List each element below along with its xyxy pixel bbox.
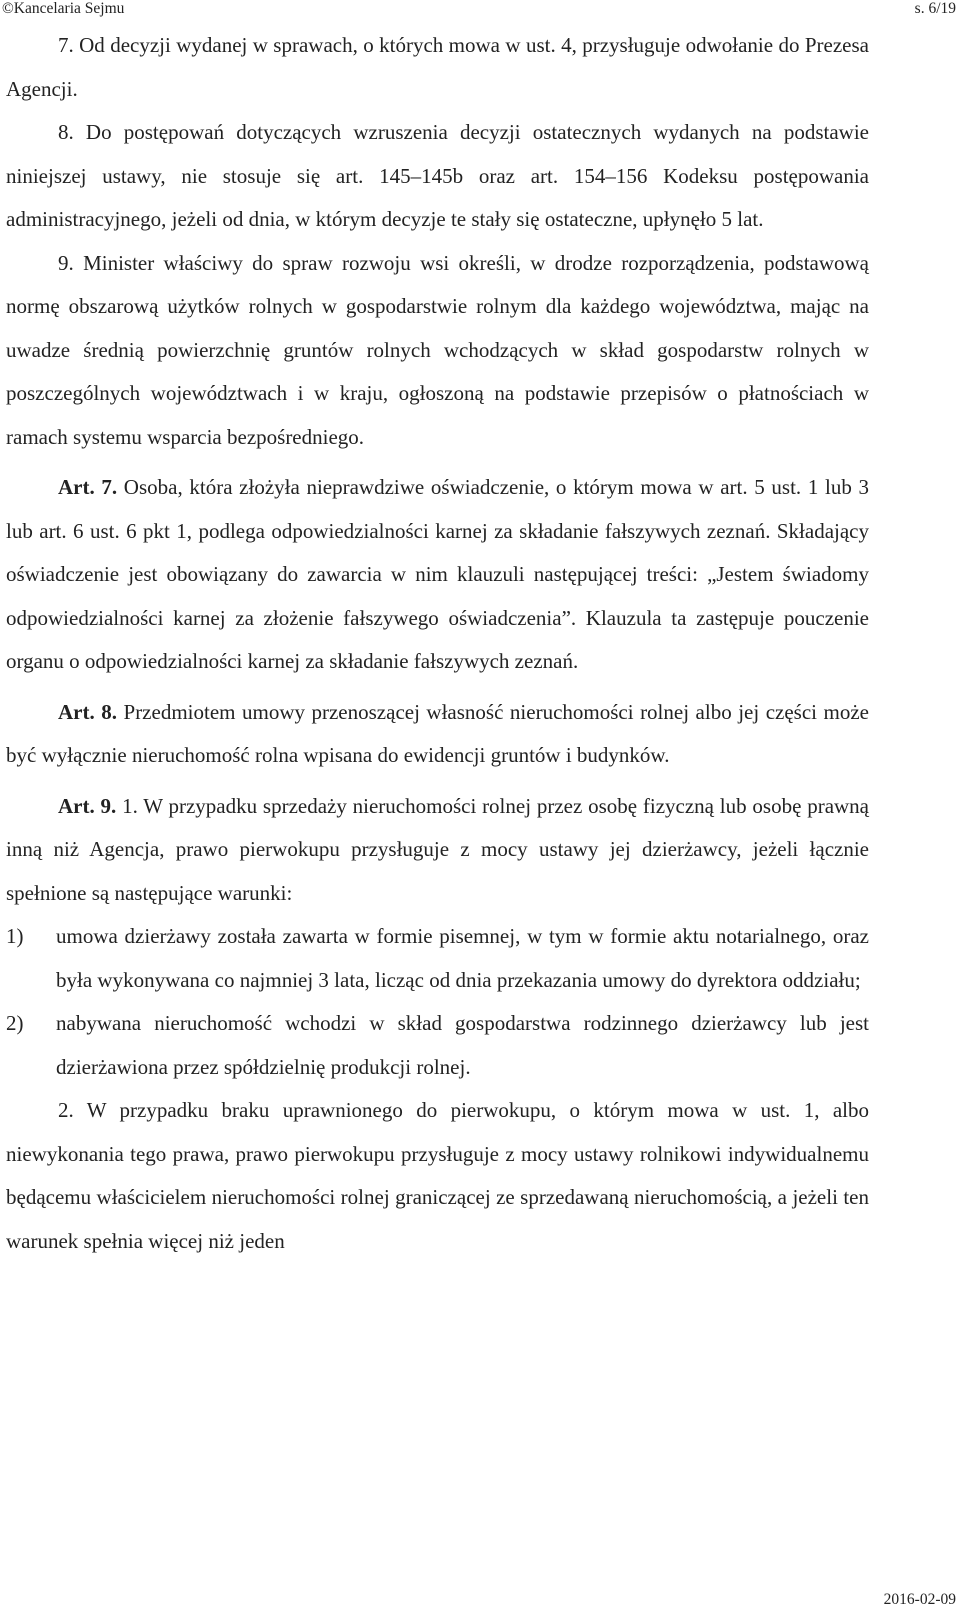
article-9-text: 1. W przypadku sprzedaży nieruchomości rolnej przez osobę fizyczną lub osobę prawną inną niż Agencja, prawo pierwokupu przysługuje z mocy ustawy jej dzierżawcy, jeżeli łącznie spełnione są następujące warunki: <box>6 793 869 905</box>
list-item-text: nabywana nieruchomość wchodzi w skład gospodarstwa rodzinnego dzierżawcy lub jest dzierżawiona przez spółdzielnię produkcji rolnej. <box>56 1011 869 1079</box>
article-7-label: Art. 7. <box>58 475 118 499</box>
copyright-notice: ©Kancelaria Sejmu <box>2 0 125 17</box>
article-9-ust-2: 2. W przypadku braku uprawnionego do pierwokupu, o którym mowa w ust. 1, albo niewykonania tego prawa, prawo pierwokupu przysługuje z mocy ustawy rolnikowi indywidualnemu będącemu właścicielem nieruchomości rolnej graniczącej ze sprzedawaną nieruchomością, a jeżeli ten warunek spełnia więcej niż jeden <box>6 1098 869 1253</box>
paragraph-ust-7: 7. Od decyzji wydanej w sprawach, o których mowa w ust. 4, przysługuje odwołanie do Prezesa Agencji. <box>6 33 869 101</box>
document-body <box>6 24 869 1263</box>
article-9 <box>6 785 869 916</box>
list-item <box>6 915 869 1002</box>
list-item-text: umowa dzierżawy została zawarta w formie pisemnej, w tym w formie aktu notarialnego, oraz była wykonywana co najmniej 3 lata, licząc od dnia przekazania umowy do dyrektora oddziału; <box>56 924 869 992</box>
list-item-number: 2) <box>6 1011 24 1035</box>
article-8-text: Przedmiotem umowy przenoszącej własność nieruchomości rolnej albo jej części może być wyłącznie nieruchomość rolna wpisana do ewidencji gruntów i budynków. <box>6 699 869 767</box>
page-header <box>0 0 960 22</box>
article-7 <box>6 466 869 684</box>
list-item <box>6 1002 869 1089</box>
page-number: s. 6/19 <box>914 0 956 17</box>
article-9-label: Art. 9. <box>58 793 117 818</box>
article-8 <box>6 691 869 778</box>
article-8-label: Art. 8. <box>58 699 117 724</box>
paragraph-ust-8: 8. Do postępowań dotyczących wzruszenia decyzji ostatecznych wydanych na podstawie niniejszej ustawy, nie stosuje się art. 145–145b oraz art. 154–156 Kodeksu postępowania administracyjnego, jeżeli od dnia, w którym decyzje te stały się ostateczne, upłynęło 5 lat. <box>6 120 869 231</box>
page-footer-date: 2016-02-09 <box>883 1591 956 1608</box>
article-7-text: Osoba, która złożyła nieprawdziwe oświadczenie, o którym mowa w art. 5 ust. 1 lub 3 lub art. 6 ust. 6 pkt 1, podlega odpowiedzialności karnej za składanie fałszywych zeznań. Składający oświadczenie jest obowiązany do zawarcia w nim klauzuli następującej treści: „Jestem świadomy odpowiedzialności karnej za złożenie fałszywego oświadczenia”. Klauzula ta zastępuje pouczenie organu o odpowiedzialności karnej za składanie fałszywych zeznań. <box>6 475 869 673</box>
paragraph-ust-9: 9. Minister właściwy do spraw rozwoju wsi określi, w drodze rozporządzenia, podstawową normę obszarową użytków rolnych w gospodarstwie rolnym dla każdego województwa, mając na uwadze średnią powierzchnię gruntów rolnych wchodzących w skład gospodarstw rolnych w poszczególnych województwach i w kraju, ogłoszoną na podstawie przepisów o płatnościach w ramach systemu wsparcia bezpośredniego. <box>6 250 869 449</box>
list-item-number: 1) <box>6 924 24 948</box>
